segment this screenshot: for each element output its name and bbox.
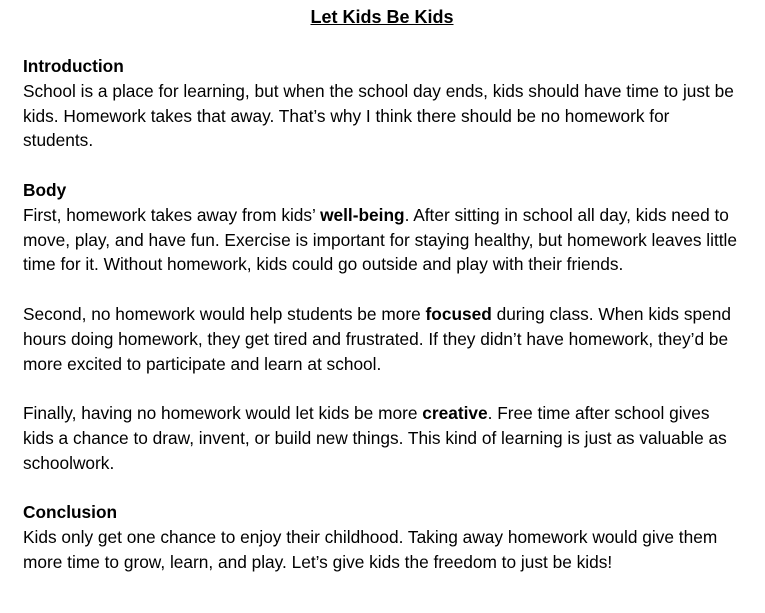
body-heading: Body	[23, 179, 67, 200]
spacer	[23, 153, 741, 178]
conclusion-heading: Conclusion	[23, 502, 118, 523]
spacer	[23, 28, 741, 54]
emphasis-well-being: well-being	[320, 204, 405, 225]
emphasis-creative: creative	[422, 403, 488, 424]
spacer	[23, 376, 741, 401]
document-title: Let Kids Be Kids	[310, 7, 454, 27]
body-paragraph-3-rest: . Free time after school gives kids a chance to draw, invent, or build new things. This kind of learning is just as valuable as schoolwork.	[23, 403, 727, 473]
body-paragraph-1-lead: First, homework takes away from kids’	[23, 204, 321, 225]
spacer	[23, 277, 741, 302]
body-paragraph-2	[23, 302, 741, 376]
body-paragraph-1-rest: . After sitting in school all day, kids need to move, play, and have fun. Exercise is important for staying healthy, but homework leaves little time for it. Without homework, kids could go outside and play with their friends.	[23, 204, 737, 275]
body-paragraph-2-rest: during class. When kids spend hours doing homework, they get tired and frustrated. If they didn’t have homework, they’d be more excited to participate and learn at school.	[23, 303, 731, 374]
emphasis-focused: focused	[425, 303, 492, 324]
body-paragraph-3-lead: Finally, having no homework would let kids be more	[23, 403, 423, 424]
introduction-paragraph: School is a place for learning, but when the school day ends, kids should have time to just be kids. Homework takes that away. That’s why I think there should be no homework for students.	[23, 80, 734, 151]
introduction-heading: Introduction	[23, 56, 124, 76]
conclusion-paragraph: Kids only get one chance to enjoy their childhood. Taking away homework would give them more time to grow, learn, and play. Let’s give kids the freedom to just be kids!	[23, 527, 718, 572]
spacer	[23, 476, 741, 501]
body-paragraph-3	[23, 401, 741, 475]
body-paragraph-2-lead: Second, no homework would help students be more	[23, 303, 426, 324]
body-paragraph-1	[23, 203, 741, 277]
